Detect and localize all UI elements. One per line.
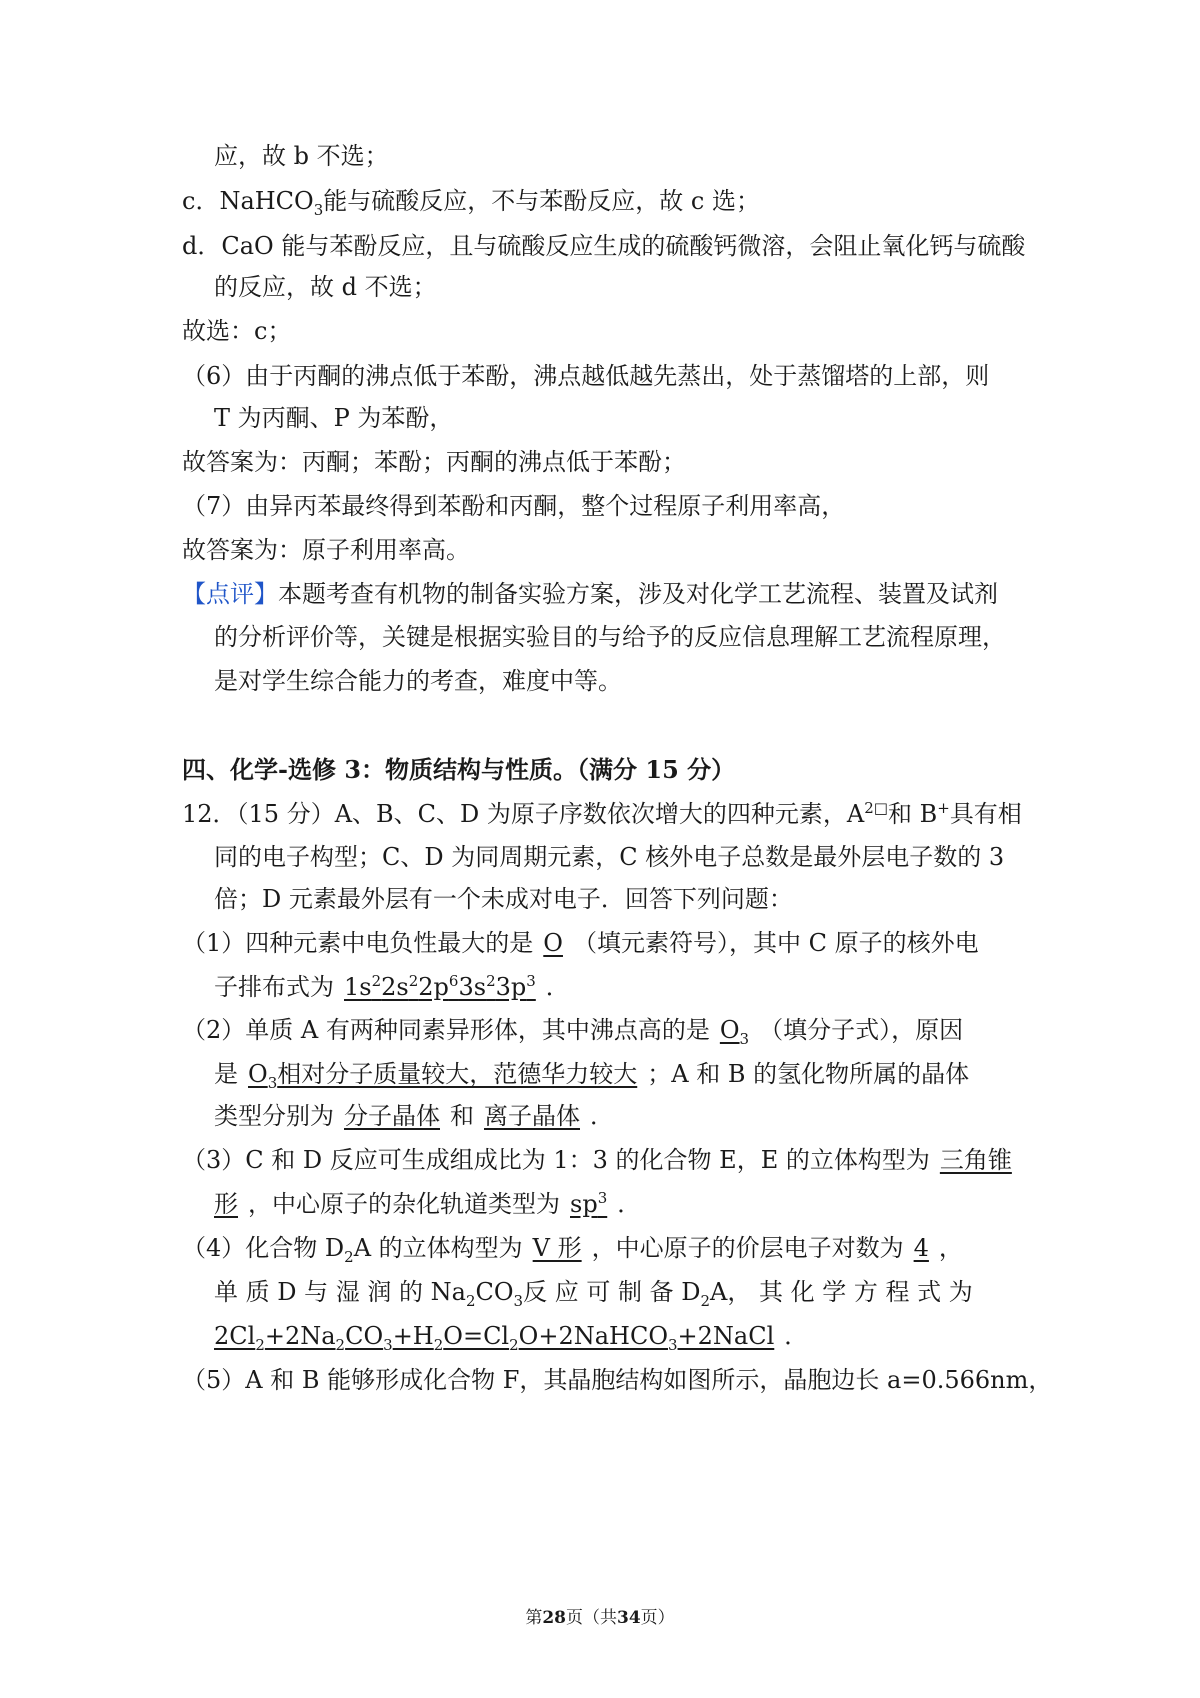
text: （4）化合物 D [182, 1234, 345, 1262]
superscript: 3 [526, 972, 536, 990]
comment-tag: 【点评】 [182, 580, 278, 608]
superscript: + [937, 799, 950, 817]
text: 子排布式为 [214, 973, 334, 1001]
text-line [214, 839, 1004, 875]
equation-line [214, 1318, 808, 1354]
subscript: 3 [313, 200, 324, 219]
part-2 [182, 1012, 963, 1048]
subscript: 2 [509, 1335, 519, 1354]
text: A 的立体构型为 [353, 1234, 523, 1262]
subscript: 2 [465, 1291, 476, 1310]
text: 页（共 [566, 1608, 617, 1628]
superscript: 6 [448, 972, 459, 990]
text: 和 [450, 1102, 474, 1130]
text: 1s [344, 973, 372, 1001]
text: 3p [495, 973, 527, 1001]
part-1 [182, 925, 979, 961]
text: O [248, 1060, 268, 1088]
answer-blank: O [543, 929, 563, 957]
text: O+2NaHCO [518, 1322, 668, 1350]
text: +2NaCl [677, 1322, 775, 1350]
subscript: 3 [739, 1029, 750, 1048]
total-pages: 34 [617, 1608, 641, 1628]
text: 12．（15 分）A、B、C、D 为原子序数依次增大的四种元素，A [182, 800, 865, 828]
text: +H [392, 1322, 434, 1350]
superscript: 2 [486, 972, 496, 990]
subscript: 2 [335, 1335, 346, 1354]
text-line [182, 488, 845, 524]
answer-blank: 分子晶体 [344, 1102, 440, 1130]
answer-blank [238, 1060, 647, 1092]
text: 2Cl [214, 1322, 256, 1350]
part-3 [182, 1142, 1012, 1178]
question-12 [182, 796, 1022, 832]
text-line [214, 1186, 641, 1222]
text: 能与硫酸反应，不与苯酚反应，故 c 选； [323, 187, 760, 215]
text: （3）C 和 D 反应可生成组成比为 1：3 的化合物 E，E 的立体构型为 [182, 1146, 930, 1174]
text-line [182, 444, 686, 480]
text: 2p [418, 973, 449, 1001]
text: ，中心原子的杂化轨道类型为 [248, 1190, 560, 1218]
text: 是对学生综合能力的考查，难度中等。 [214, 667, 622, 695]
text-line [214, 1056, 969, 1092]
text-line [214, 400, 453, 436]
text-line [182, 358, 989, 394]
answer-blank: 离子晶体 [484, 1102, 580, 1130]
text: c．NaHCO [182, 187, 314, 215]
text-line [182, 183, 760, 219]
superscript: 2 [371, 972, 382, 990]
text: d．CaO 能与苯酚反应，且与硫酸反应生成的硫酸钙微溶，会阻止氧化钙与硫酸 [182, 232, 1026, 260]
subscript: 3 [513, 1291, 524, 1310]
section-title [182, 752, 735, 788]
text: 相对分子质量较大，范德华力较大 [277, 1060, 638, 1088]
text: （6）由于丙酮的沸点低于苯酚，沸点越低越先蒸出，处于蒸馏塔的上部，则 [182, 362, 990, 390]
text: ，中心原子的价层电子对数为 [591, 1234, 904, 1262]
text: ． [590, 1102, 614, 1130]
text-line [214, 138, 389, 174]
text: CO [345, 1322, 384, 1350]
subscript: 2 [344, 1247, 354, 1266]
subscript: 2 [700, 1291, 711, 1310]
text-line [214, 1274, 973, 1310]
text: A， 其 化 学 方 程 式 为 [710, 1278, 973, 1306]
superscript: 2 [408, 972, 419, 990]
answer-blank: 4 [913, 1234, 929, 1262]
text: 页） [640, 1608, 675, 1628]
text: （2）单质 A 有两种同素异形体，其中沸点高的是 [182, 1016, 710, 1044]
text: 具有相 [949, 800, 1022, 828]
answer-blank [334, 973, 546, 1001]
subscript: 3 [267, 1073, 278, 1092]
text-line [182, 532, 470, 568]
text: 故答案为：原子利用率高。 [182, 536, 470, 564]
text: 故选：c； [182, 317, 292, 345]
text: ． [617, 1190, 642, 1218]
subscript: 2 [433, 1335, 444, 1354]
text: （5）A 和 B 能够形成化合物 F，其晶胞结构如图所示，晶胞边长 a=0.566nm， [182, 1366, 1053, 1394]
superscript: 3 [597, 1189, 608, 1207]
text: 故答案为：丙酮；苯酚；丙酮的沸点低于苯酚； [182, 448, 686, 476]
comment-line [182, 576, 998, 612]
text: 四、化学-选修 3：物质结构与性质。（满分 15 分） [182, 755, 736, 784]
text-line [214, 1098, 614, 1134]
text: 和 B [887, 800, 938, 828]
superscript: 2□ [864, 799, 888, 817]
answer-blank: 形 [214, 1190, 238, 1218]
part-4 [182, 1230, 963, 1266]
text-line [182, 228, 1025, 264]
text: 反 应 可 制 备 D [523, 1278, 701, 1306]
text: T 为丙酮、P 为苯酚， [214, 404, 454, 432]
text: ． [545, 973, 570, 1001]
text: 第 [525, 1608, 543, 1628]
part-5 [182, 1362, 1052, 1398]
text-line [214, 619, 1006, 655]
text: 本题考查有机物的制备实验方案，涉及对化学工艺流程、装置及试剂 [278, 580, 998, 608]
text: 的分析评价等，关键是根据实验目的与给予的反应信息理解工艺流程原理， [214, 623, 1006, 651]
page-number: 28 [542, 1608, 566, 1628]
text: CO [475, 1278, 514, 1306]
text-line [214, 663, 622, 699]
text-line [214, 969, 570, 1005]
text-line [214, 269, 437, 305]
text: （7）由异丙苯最终得到苯酚和丙酮，整个过程原子利用率高， [182, 492, 846, 520]
text: （填分子式），原因 [759, 1016, 964, 1044]
answer-blank: V 形 [532, 1234, 582, 1262]
text: 同的电子构型；C、D 为同周期元素，C 核外电子总数是最外层电子数的 3 [214, 843, 1005, 871]
subscript: 2 [255, 1335, 265, 1354]
subscript: 3 [383, 1335, 393, 1354]
text: sp [570, 1190, 598, 1218]
text: ；A 和 B 的氢化物所属的晶体 [647, 1060, 970, 1088]
text: 单 质 D 与 湿 润 的 Na [214, 1278, 466, 1306]
text-line [182, 313, 291, 349]
answer-blank [214, 1322, 784, 1354]
text-line [214, 881, 793, 917]
text: +2Na [264, 1322, 336, 1350]
text: ． [784, 1322, 809, 1350]
text: 3s [458, 973, 487, 1001]
text: （填元素符号），其中 C 原子的核外电 [572, 929, 979, 957]
text: 2s [381, 973, 409, 1001]
text: 是 [214, 1060, 238, 1088]
answer-blank: 三角锥 [939, 1146, 1012, 1174]
text: 的反应，故 d 不选； [214, 273, 437, 301]
text: O=Cl [443, 1322, 510, 1350]
answer-blank [560, 1190, 617, 1218]
text: O [719, 1016, 740, 1044]
page-footer [0, 1606, 1200, 1630]
text: 应，故 b 不选； [214, 142, 389, 170]
text: ， [938, 1234, 963, 1262]
subscript: 3 [668, 1335, 678, 1354]
text: （1）四种元素中电负性最大的是 [182, 929, 534, 957]
answer-blank [710, 1016, 759, 1048]
text: 类型分别为 [214, 1102, 334, 1130]
text: 倍；D 元素最外层有一个未成对电子．回答下列问题： [214, 885, 793, 913]
